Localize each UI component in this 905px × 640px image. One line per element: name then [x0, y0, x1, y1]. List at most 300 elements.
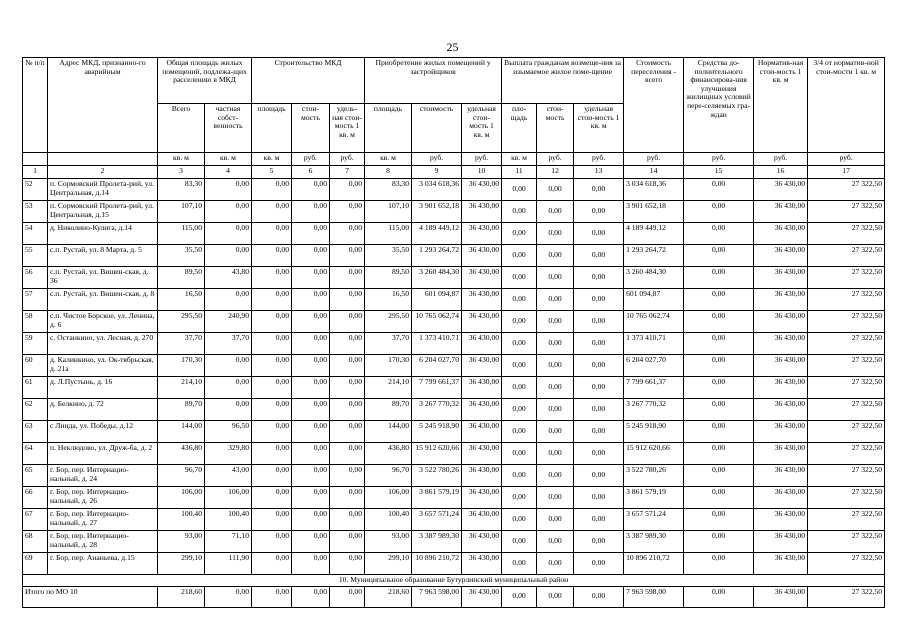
total-cost-cell: 5 245 918,90 [624, 421, 684, 443]
column-number-cell: 8 [365, 166, 412, 179]
extra-funds-cell: 0,00 [684, 179, 754, 201]
construction-area-cell: 0,00 [252, 421, 292, 443]
payment-specific-cell: 0,00 [574, 443, 624, 465]
total-area-cell: 96,70 [158, 465, 205, 487]
header-purchase: Приобретение жилых помещений у застройщиков [365, 58, 502, 104]
payment-cost-cell: 0,00 [537, 487, 574, 509]
total-area-cell: 89,50 [158, 267, 205, 289]
unit-cell: руб. [412, 153, 462, 166]
column-number-cell: 11 [502, 166, 537, 179]
construction-specific-cell: 0,00 [330, 465, 365, 487]
column-number-cell: 5 [252, 166, 292, 179]
total-area-cell: 295,50 [158, 311, 205, 333]
address-cell: с.п. Рустай, ул. 8 Марта, д. 5 [48, 245, 158, 267]
total-area-cell: 16,50 [158, 289, 205, 311]
total-area-cell: 214,10 [158, 377, 205, 399]
address-cell: д. Белкино, д. 72 [48, 399, 158, 421]
address-cell: д. Николино-Кулига, д.14 [48, 223, 158, 245]
payment-specific-cell: 0,00 [574, 311, 624, 333]
header-payment-cost: стои-мость [537, 104, 574, 153]
construction-area-cell: 0,00 [252, 509, 292, 531]
unit-cell: кв. м [365, 153, 412, 166]
norm-cost-cell: 36 430,00 [754, 245, 808, 267]
purchase-specific-cell: 36 430,00 [462, 223, 502, 245]
construction-area-cell: 0,00 [252, 355, 292, 377]
total-cost-cell: 7 799 661,37 [624, 377, 684, 399]
construction-area-cell: 0,00 [252, 223, 292, 245]
three-quarters-cell: 27 322,50 [808, 399, 885, 421]
construction-cost-cell: 0,00 [292, 267, 330, 289]
payment-cost-cell: 0,00 [537, 465, 574, 487]
norm-cost-cell: 36 430,00 [754, 421, 808, 443]
payment-specific-cell: 0,00 [574, 399, 624, 421]
payment-specific-cell: 0,00 [574, 531, 624, 553]
norm-cost-cell: 36 430,00 [754, 377, 808, 399]
total-area-cell: 106,00 [158, 487, 205, 509]
total-area-cell: 89,70 [158, 399, 205, 421]
purchase-specific-cell: 36 430,00 [462, 465, 502, 487]
purchase-area-cell: 170,30 [365, 355, 412, 377]
three-quarters-cell: 27 322,50 [808, 311, 885, 333]
column-number-cell: 6 [292, 166, 330, 179]
construction-area-cell: 0,00 [252, 201, 292, 223]
payment-area-cell: 0,00 [502, 377, 537, 399]
total-construction-cost-cell: 0,00 [292, 586, 330, 607]
construction-area-cell: 0,00 [252, 289, 292, 311]
address-cell: с.п. Чистое Борское, ул. Ленина, д. 6 [48, 311, 158, 333]
total-cost-cell: 3 657 571,24 [624, 509, 684, 531]
column-number-cell: 15 [684, 166, 754, 179]
norm-cost-cell: 36 430,00 [754, 443, 808, 465]
table-row [23, 289, 885, 311]
total-purchase-specific-cell: 36 430,00 [462, 586, 502, 607]
header-purchase-specific: удельная стои-мость 1 кв. м [462, 104, 502, 153]
payment-cost-cell: 0,00 [537, 179, 574, 201]
three-quarters-cell: 27 322,50 [808, 377, 885, 399]
norm-cost-cell: 36 430,00 [754, 179, 808, 201]
unit-cell: руб. [684, 153, 754, 166]
total-extra-funds-cell: 0,00 [684, 586, 754, 607]
total-area-cell: 299,10 [158, 553, 205, 575]
purchase-area-cell: 96,70 [365, 465, 412, 487]
payment-specific-cell: 0,00 [574, 509, 624, 531]
unit-cell: кв. м [502, 153, 537, 166]
header-payment: Выплата гражданам возмеще-ния за изымаемое жилое поме-щение [502, 58, 624, 104]
header-specific: удель-ная стои-мость 1 кв. м [330, 104, 365, 153]
private-area-cell: 240,90 [205, 311, 252, 333]
column-number-cell: 12 [537, 166, 574, 179]
resettlement-table [22, 57, 885, 608]
address-cell: г. Бор, пер. Интернацио-нальный, д. 28 [48, 531, 158, 553]
payment-cost-cell: 0,00 [537, 201, 574, 223]
payment-cost-cell: 0,00 [537, 223, 574, 245]
extra-funds-cell: 0,00 [684, 509, 754, 531]
private-area-cell: 0,00 [205, 355, 252, 377]
construction-specific-cell: 0,00 [330, 311, 365, 333]
unit-cell: руб. [292, 153, 330, 166]
row-number: 58 [23, 311, 48, 333]
private-area-cell: 43,00 [205, 465, 252, 487]
three-quarters-cell: 27 322,50 [808, 509, 885, 531]
extra-funds-cell: 0,00 [684, 465, 754, 487]
table-row [23, 201, 885, 223]
header-area-group: Общая площадь жилых помещений, подлежа-щих расселению в МКД [158, 58, 252, 104]
private-area-cell: 96,50 [205, 421, 252, 443]
unit-cell [48, 153, 158, 166]
total-private-area-cell: 0,00 [205, 586, 252, 607]
unit-cell [23, 153, 48, 166]
three-quarters-cell: 27 322,50 [808, 443, 885, 465]
three-quarters-cell: 27 322,50 [808, 201, 885, 223]
payment-specific-cell: 0,00 [574, 377, 624, 399]
payment-cost-cell: 0,00 [537, 421, 574, 443]
purchase-area-cell: 214,10 [365, 377, 412, 399]
extra-funds-cell: 0,00 [684, 531, 754, 553]
table-row [23, 465, 885, 487]
three-quarters-cell: 27 322,50 [808, 465, 885, 487]
construction-specific-cell: 0,00 [330, 509, 365, 531]
payment-specific-cell: 0,00 [574, 421, 624, 443]
total-three-quarters-cell: 27 322,50 [808, 586, 885, 607]
three-quarters-cell: 27 322,50 [808, 179, 885, 201]
payment-area-cell: 0,00 [502, 509, 537, 531]
total-cost-cell: 10 765 062,74 [624, 311, 684, 333]
table-row [23, 553, 885, 575]
norm-cost-cell: 36 430,00 [754, 553, 808, 575]
purchase-specific-cell: 36 430,00 [462, 421, 502, 443]
purchase-area-cell: 144,00 [365, 421, 412, 443]
payment-specific-cell: 0,00 [574, 245, 624, 267]
total-cost-cell: 4 189 449,12 [624, 223, 684, 245]
total-area-cell: 170,30 [158, 355, 205, 377]
header-norm-cost: Норматив-ная стои-мость 1 кв. м [754, 58, 808, 153]
three-quarters-cell: 27 322,50 [808, 553, 885, 575]
payment-cost-cell: 0,00 [537, 531, 574, 553]
payment-specific-cell: 0,00 [574, 355, 624, 377]
private-area-cell: 0,00 [205, 179, 252, 201]
address-cell: п. Сормовский Пролета-рий, ул. Центральная, д.15 [48, 201, 158, 223]
payment-area-cell: 0,00 [502, 465, 537, 487]
header-area: площадь [252, 104, 292, 153]
construction-cost-cell: 0,00 [292, 311, 330, 333]
purchase-area-cell: 35,50 [365, 245, 412, 267]
purchase-cost-cell: 1 373 410,71 [412, 333, 462, 355]
construction-area-cell: 0,00 [252, 531, 292, 553]
construction-specific-cell: 0,00 [330, 531, 365, 553]
construction-area-cell: 0,00 [252, 267, 292, 289]
total-cost-cell: 3 387 989,30 [624, 531, 684, 553]
payment-specific-cell: 0,00 [574, 487, 624, 509]
total-cost-cell: 3 861 579,19 [624, 487, 684, 509]
purchase-area-cell: 89,70 [365, 399, 412, 421]
row-number: 67 [23, 509, 48, 531]
address-cell: д. Калинкино, ул. Ок-тябрьская, д. 21а [48, 355, 158, 377]
column-number-cell: 7 [330, 166, 365, 179]
total-area-cell: 115,00 [158, 223, 205, 245]
total-payment-specific-cell: 0,00 [574, 586, 624, 607]
extra-funds-cell: 0,00 [684, 223, 754, 245]
payment-cost-cell: 0,00 [537, 245, 574, 267]
extra-funds-cell: 0,00 [684, 377, 754, 399]
payment-specific-cell: 0,00 [574, 179, 624, 201]
total-norm-cost-cell: 36 430,00 [754, 586, 808, 607]
purchase-area-cell: 299,10 [365, 553, 412, 575]
section-row [23, 575, 885, 587]
construction-specific-cell: 0,00 [330, 179, 365, 201]
three-quarters-cell: 27 322,50 [808, 487, 885, 509]
construction-cost-cell: 0,00 [292, 333, 330, 355]
address-cell: д. Л.Пустынь, д. 16 [48, 377, 158, 399]
total-construction-area-cell: 0,00 [252, 586, 292, 607]
payment-cost-cell: 0,00 [537, 289, 574, 311]
extra-funds-cell: 0,00 [684, 487, 754, 509]
payment-cost-cell: 0,00 [537, 509, 574, 531]
construction-specific-cell: 0,00 [330, 201, 365, 223]
purchase-cost-cell: 3 267 770,32 [412, 399, 462, 421]
purchase-cost-cell: 3 034 618,36 [412, 179, 462, 201]
total-cost-cell: 6 204 027,70 [624, 355, 684, 377]
payment-area-cell: 0,00 [502, 223, 537, 245]
table-row [23, 311, 885, 333]
total-cost-cell: 3 260 484,30 [624, 267, 684, 289]
payment-area-cell: 0,00 [502, 201, 537, 223]
purchase-area-cell: 93,00 [365, 531, 412, 553]
construction-cost-cell: 0,00 [292, 223, 330, 245]
total-cost-cell: 3 522 780,26 [624, 465, 684, 487]
row-number: 54 [23, 223, 48, 245]
column-number-cell: 17 [808, 166, 885, 179]
norm-cost-cell: 36 430,00 [754, 311, 808, 333]
total-purchase-area-cell: 218,60 [365, 586, 412, 607]
three-quarters-cell: 27 322,50 [808, 355, 885, 377]
payment-area-cell: 0,00 [502, 289, 537, 311]
column-number-cell: 10 [462, 166, 502, 179]
purchase-cost-cell: 5 245 918,90 [412, 421, 462, 443]
construction-cost-cell: 0,00 [292, 421, 330, 443]
purchase-area-cell: 436,80 [365, 443, 412, 465]
construction-specific-cell: 0,00 [330, 377, 365, 399]
construction-specific-cell: 0,00 [330, 421, 365, 443]
construction-area-cell: 0,00 [252, 333, 292, 355]
row-number: 52 [23, 179, 48, 201]
purchase-area-cell: 115,00 [365, 223, 412, 245]
total-cost-cell: 15 912 620,66 [624, 443, 684, 465]
private-area-cell: 100,40 [205, 509, 252, 531]
payment-area-cell: 0,00 [502, 355, 537, 377]
table-row [23, 421, 885, 443]
header-purchase-cost: стоимость [412, 104, 462, 153]
column-number-cell: 14 [624, 166, 684, 179]
table-row [23, 333, 885, 355]
three-quarters-cell: 27 322,50 [808, 267, 885, 289]
payment-cost-cell: 0,00 [537, 553, 574, 575]
payment-area-cell: 0,00 [502, 399, 537, 421]
row-number: 55 [23, 245, 48, 267]
private-area-cell: 0,00 [205, 245, 252, 267]
purchase-area-cell: 107,10 [365, 201, 412, 223]
payment-cost-cell: 0,00 [537, 333, 574, 355]
total-area-cell: 35,50 [158, 245, 205, 267]
total-row [23, 586, 885, 607]
table-row [23, 399, 885, 421]
purchase-area-cell: 37,70 [365, 333, 412, 355]
construction-specific-cell: 0,00 [330, 333, 365, 355]
construction-specific-cell: 0,00 [330, 267, 365, 289]
payment-area-cell: 0,00 [502, 267, 537, 289]
purchase-specific-cell: 36 430,00 [462, 311, 502, 333]
three-quarters-cell: 27 322,50 [808, 421, 885, 443]
table-row [23, 509, 885, 531]
purchase-cost-cell: 4 189 449,12 [412, 223, 462, 245]
row-number: 66 [23, 487, 48, 509]
payment-cost-cell: 0,00 [537, 377, 574, 399]
address-cell: г. Бор, пер. Интернацио-нальный, д. 26 [48, 487, 158, 509]
purchase-specific-cell: 36 430,00 [462, 487, 502, 509]
construction-area-cell: 0,00 [252, 465, 292, 487]
unit-cell: руб. [330, 153, 365, 166]
column-number-cell: 1 [23, 166, 48, 179]
header-cost: стои-мость [292, 104, 330, 153]
three-quarters-cell: 27 322,50 [808, 531, 885, 553]
purchase-cost-cell: 3 861 579,19 [412, 487, 462, 509]
row-number: 61 [23, 377, 48, 399]
table-row [23, 531, 885, 553]
payment-area-cell: 0,00 [502, 487, 537, 509]
address-cell: с Линда, ул. Победы, д.12 [48, 421, 158, 443]
construction-specific-cell: 0,00 [330, 553, 365, 575]
total-purchase-cost-cell: 7 963 598,00 [412, 586, 462, 607]
total-area-cell: 436,80 [158, 443, 205, 465]
extra-funds-cell: 0,00 [684, 201, 754, 223]
address-cell: с.п. Рустай, ул. Вишен-ская, д. 8 [48, 289, 158, 311]
private-area-cell: 43,80 [205, 267, 252, 289]
extra-funds-cell: 0,00 [684, 311, 754, 333]
norm-cost-cell: 36 430,00 [754, 267, 808, 289]
address-cell: п. Сормовский Пролета-рий, ул. Центральная, д.14 [48, 179, 158, 201]
payment-specific-cell: 0,00 [574, 267, 624, 289]
payment-area-cell: 0,00 [502, 421, 537, 443]
construction-area-cell: 0,00 [252, 179, 292, 201]
construction-area-cell: 0,00 [252, 399, 292, 421]
norm-cost-cell: 36 430,00 [754, 487, 808, 509]
purchase-cost-cell: 3 387 989,30 [412, 531, 462, 553]
purchase-cost-cell: 3 657 571,24 [412, 509, 462, 531]
column-number-cell: 2 [48, 166, 158, 179]
payment-cost-cell: 0,00 [537, 311, 574, 333]
address-cell: с.п. Рустай, ул. Вишен-ская, д. 36 [48, 267, 158, 289]
private-area-cell: 0,00 [205, 289, 252, 311]
total-area-cell: 37,70 [158, 333, 205, 355]
purchase-cost-cell: 6 204 027,70 [412, 355, 462, 377]
address-cell: п. Неклюдово, ул. Друж-ба, д. 2 [48, 443, 158, 465]
extra-funds-cell: 0,00 [684, 333, 754, 355]
total-cost-cell: 601 094,87 [624, 289, 684, 311]
unit-cell: руб. [537, 153, 574, 166]
purchase-specific-cell: 36 430,00 [462, 399, 502, 421]
purchase-cost-cell: 3 522 780,26 [412, 465, 462, 487]
total-cost-cell: 3 267 770,32 [624, 399, 684, 421]
construction-cost-cell: 0,00 [292, 289, 330, 311]
norm-cost-cell: 36 430,00 [754, 223, 808, 245]
payment-cost-cell: 0,00 [537, 399, 574, 421]
purchase-area-cell: 106,00 [365, 487, 412, 509]
unit-cell: кв. м [252, 153, 292, 166]
payment-specific-cell: 0,00 [574, 553, 624, 575]
payment-area-cell: 0,00 [502, 179, 537, 201]
payment-area-cell: 0,00 [502, 311, 537, 333]
construction-specific-cell: 0,00 [330, 223, 365, 245]
address-cell: г. Бор, пер. Интернацио-нальный, д. 24 [48, 465, 158, 487]
header-private: частная собст-венность [205, 104, 252, 153]
payment-cost-cell: 0,00 [537, 267, 574, 289]
table-row [23, 355, 885, 377]
row-number: 63 [23, 421, 48, 443]
column-number-row [23, 166, 885, 179]
address-cell: с. Останкино, ул. Лесная, д. 270 [48, 333, 158, 355]
construction-cost-cell: 0,00 [292, 487, 330, 509]
payment-area-cell: 0,00 [502, 443, 537, 465]
purchase-specific-cell: 36 430,00 [462, 267, 502, 289]
total-area-cell: 83,30 [158, 179, 205, 201]
purchase-specific-cell: 36 430,00 [462, 289, 502, 311]
payment-specific-cell: 0,00 [574, 333, 624, 355]
private-area-cell: 37,70 [205, 333, 252, 355]
column-number-cell: 3 [158, 166, 205, 179]
purchase-specific-cell: 36 430,00 [462, 509, 502, 531]
total-total-area-cell: 218,60 [158, 586, 205, 607]
total-total-cost-cell: 7 963 598,00 [624, 586, 684, 607]
row-number: 68 [23, 531, 48, 553]
total-area-cell: 144,00 [158, 421, 205, 443]
private-area-cell: 0,00 [205, 377, 252, 399]
address-cell: г. Бор, пер. Интернацио-нальный, д. 27 [48, 509, 158, 531]
norm-cost-cell: 36 430,00 [754, 531, 808, 553]
construction-cost-cell: 0,00 [292, 509, 330, 531]
header-total: Всего [158, 104, 205, 153]
total-cost-cell: 3 034 618,36 [624, 179, 684, 201]
unit-cell: кв. м [205, 153, 252, 166]
norm-cost-cell: 36 430,00 [754, 399, 808, 421]
private-area-cell: 106,00 [205, 487, 252, 509]
purchase-specific-cell: 36 430,00 [462, 355, 502, 377]
total-area-cell: 93,00 [158, 531, 205, 553]
construction-cost-cell: 0,00 [292, 443, 330, 465]
payment-specific-cell: 0,00 [574, 201, 624, 223]
table-row [23, 179, 885, 201]
norm-cost-cell: 36 430,00 [754, 289, 808, 311]
extra-funds-cell: 0,00 [684, 553, 754, 575]
extra-funds-cell: 0,00 [684, 399, 754, 421]
column-number-cell: 13 [574, 166, 624, 179]
table-row [23, 245, 885, 267]
private-area-cell: 0,00 [205, 201, 252, 223]
construction-area-cell: 0,00 [252, 553, 292, 575]
table-row [23, 377, 885, 399]
payment-cost-cell: 0,00 [537, 355, 574, 377]
purchase-specific-cell: 36 430,00 [462, 553, 502, 575]
total-area-cell: 107,10 [158, 201, 205, 223]
table-row [23, 443, 885, 465]
construction-area-cell: 0,00 [252, 311, 292, 333]
construction-cost-cell: 0,00 [292, 377, 330, 399]
column-number-cell: 9 [412, 166, 462, 179]
header-purchase-area: площадь [365, 104, 412, 153]
construction-area-cell: 0,00 [252, 377, 292, 399]
purchase-area-cell: 100,40 [365, 509, 412, 531]
payment-area-cell: 0,00 [502, 333, 537, 355]
payment-specific-cell: 0,00 [574, 223, 624, 245]
private-area-cell: 111,90 [205, 553, 252, 575]
